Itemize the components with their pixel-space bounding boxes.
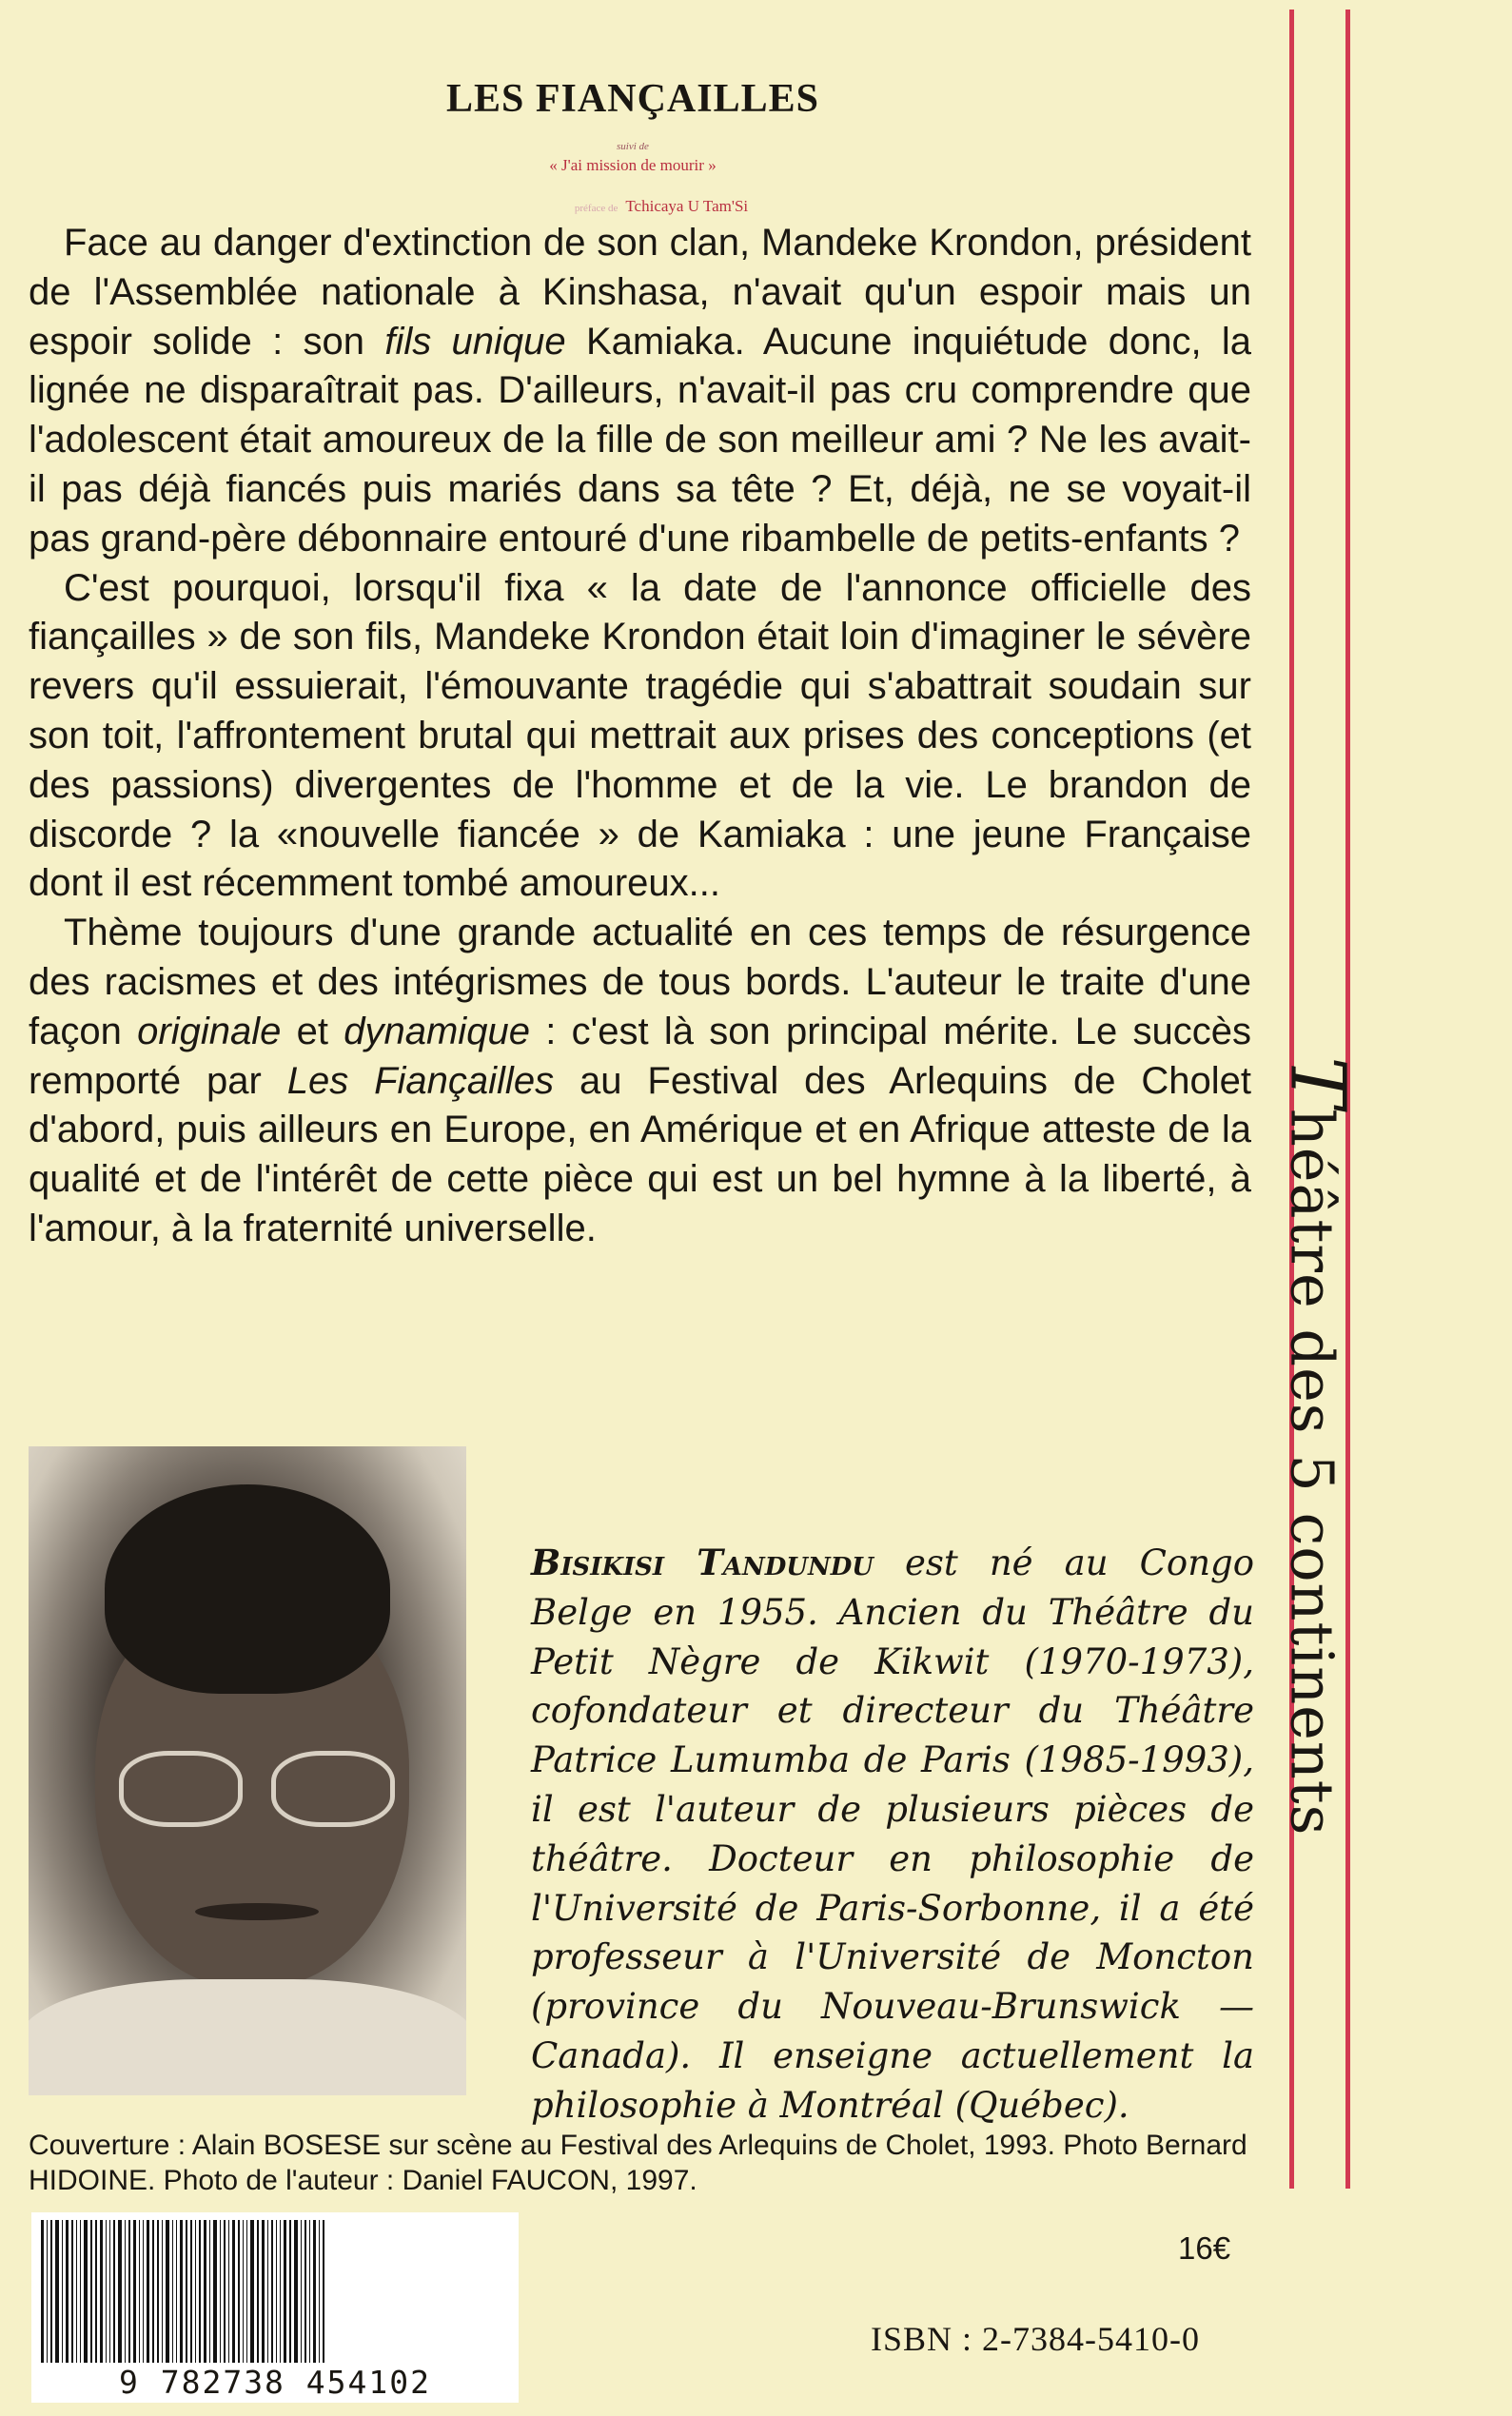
author-bio: Bisikisi Tandundu est né au Congo Belge en 1955. Ancien du Théâtre du Petit Nègre de Kikwit (1970-1973), cofondateur et directeur du Théâtre Patrice Lumumba de Paris (1985-1993), il est l'auteur de plusieurs pièces de théâtre. Docteur en philosophie de l'Université de Paris-Sorbonne, il a été professeur à l'Université de Moncton (province du Nouveau-Brunswick — Canada). Il enseigne actuellement la philosophie à Montréal (Québec). — [531, 1542, 1254, 2126]
synopsis — [29, 219, 1251, 1254]
preface-label: préface de — [574, 203, 619, 214]
author-name: Bisikisi Tandundu — [531, 1542, 874, 1583]
barcode-bars — [41, 2220, 509, 2363]
isbn: ISBN : 2-7384-5410-0 — [871, 2320, 1200, 2358]
suivi-label: suivi de — [617, 141, 649, 152]
preface-author: Tchicaya U Tam'Si — [625, 197, 749, 215]
synopsis-paragraph-2: C'est pourquoi, lorsqu'il fixa « la date de l'annonce officielle des fiançailles » de son fils, Mandeke Krondon était loin d'imaginer le sévère revers qu'il essuierait, l'émouvante tragédie qui s'abattrait soudain sur son toit, l'affrontement brutal qui mettrait aux prises des conceptions (et des passions) divergentes de l'homme et de la vie. Le brandon de discorde ? la «nouvelle fiancée » de Kamiaka : une jeune Française dont il est récemment tombé amoureux... — [29, 566, 1251, 905]
barcode — [31, 2212, 519, 2403]
price: 16€ — [1178, 2230, 1231, 2266]
preface-line — [328, 197, 994, 216]
subtitle: « J'ai mission de mourir » — [549, 156, 717, 174]
series-title: Théâtre des 5 continents — [1273, 1056, 1363, 1837]
synopsis-paragraph-3: Thème toujours d'une grande actualité en ces temps de résurgence des racismes et des intégrismes de tous bords. L'auteur le traite d'une façon originale et dynamique : c'est là son principal mérite. Le succès remporté par Les Fiançailles au Festival des Arlequins de Cholet d'abord, puis ailleurs en Europe, en Amérique et en Afrique atteste de la qualité et de l'intérêt de cette pièce qui est un bel hymne à la liberté, à l'amour, à la fraternité universelle. — [29, 912, 1252, 1249]
photo-credits: Couverture : Alain BOSESE sur scène au Festival des Arlequins de Cholet, 1993. Photo Bernard HIDOINE. Photo de l'auteur : Daniel FAUCON, 1997. — [29, 2130, 1247, 2196]
synopsis-paragraph-1: Face au danger d'extinction de son clan, Mandeke Krondon, président de l'Assemblée nationale à Kinshasa, n'avait qu'un espoir mais un espoir solide : son fils unique Kamiaka. Aucune inquiétude donc, la lignée ne disparaîtrait pas. D'ailleurs, n'avait-il pas cru comprendre que l'adolescent était amoureux de la fille de son meilleur ami ? Ne les avait-il pas déjà fiancés puis mariés dans sa tête ? Et, déjà, ne se voyait-il pas grand-père débonnaire entouré d'une ribambelle de petits-enfants ? — [29, 222, 1252, 560]
barcode-digits: 9 782738 454102 — [118, 2364, 431, 2401]
book-title: LES FIANÇAILLES — [446, 77, 819, 121]
author-photo — [29, 1446, 466, 2095]
